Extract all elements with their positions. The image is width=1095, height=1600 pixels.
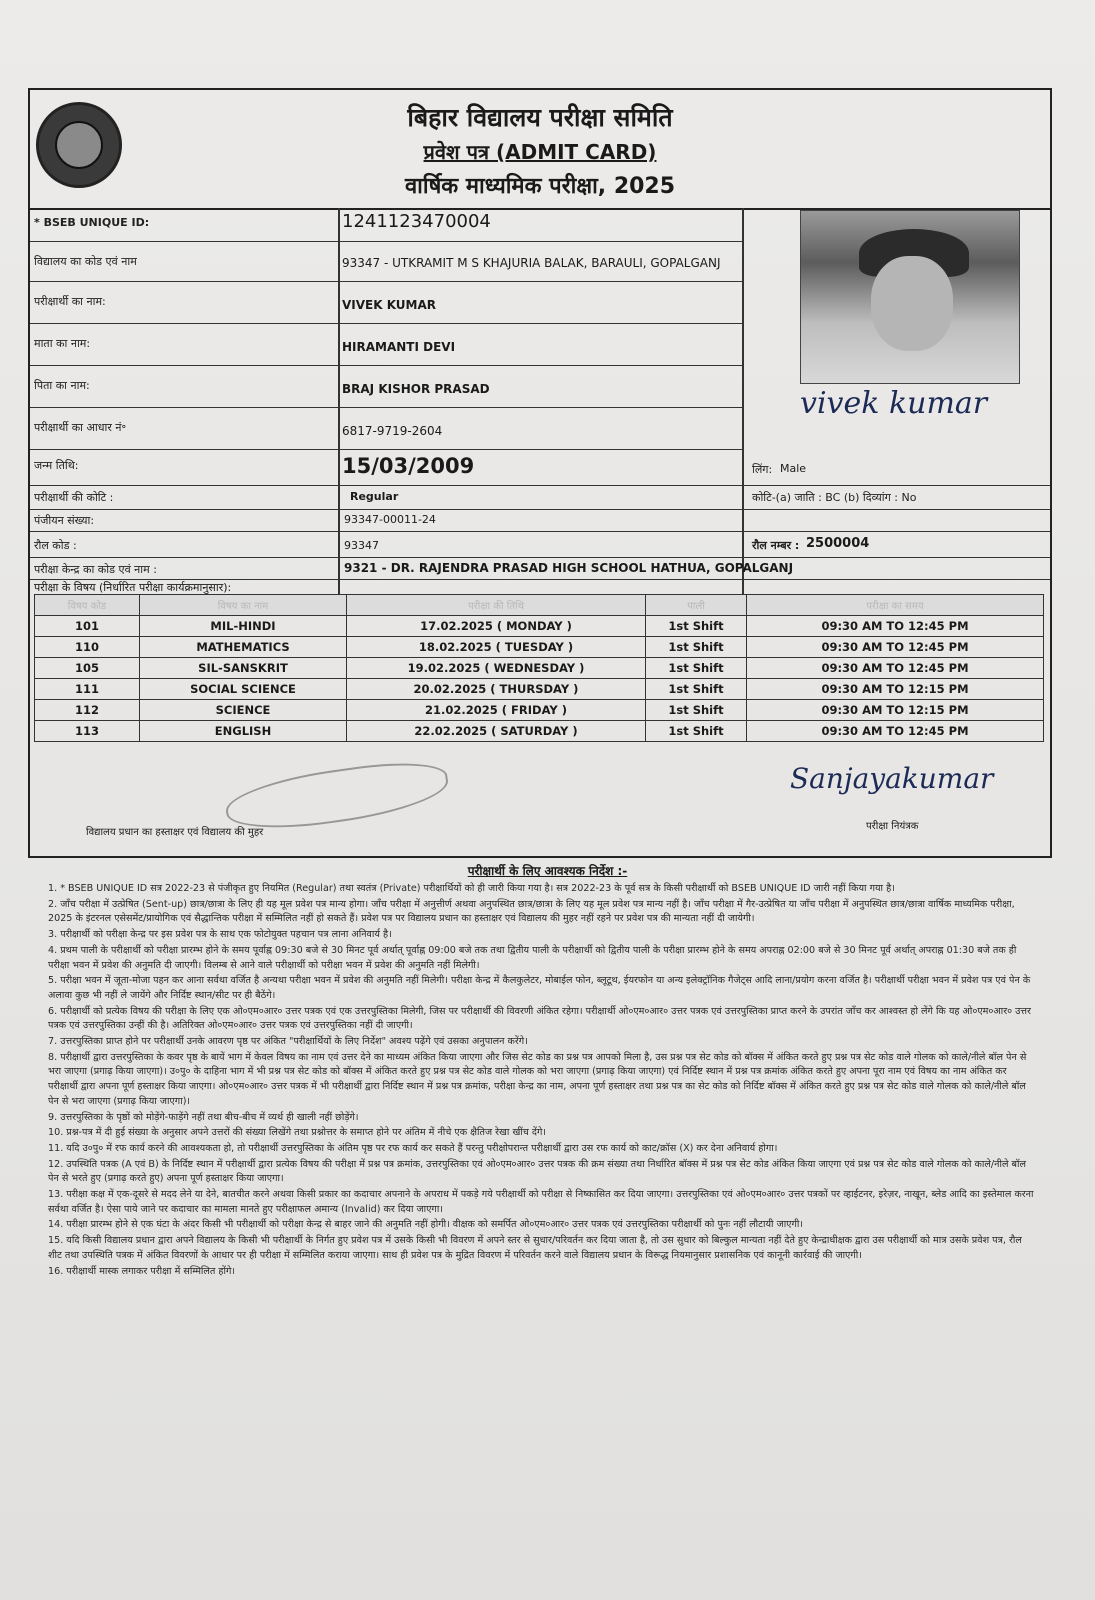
centre-value: 9321 - DR. RAJENDRA PRASAD HIGH SCHOOL HATHUA, GOPALGANJ: [344, 561, 794, 575]
exam-time: 09:30 AM TO 12:45 PM: [747, 721, 1044, 742]
instruction-item: 3. परीक्षार्थी को परीक्षा केन्द्र पर इस प्रवेश पत्र के साथ एक फोटोयुक्त पहचान पत्र लाना अनिवार्य है।: [48, 929, 392, 941]
col-header-date: परीक्षा की तिथि: [347, 595, 646, 616]
roll-number-label: रौल नम्बर :: [752, 539, 800, 552]
instruction-item: 5. परीक्षा भवन में जूता-मोजा पहन कर आना सर्वथा वर्जित है अन्यथा परीक्षा भवन में प्रवेश की अनुमति नहीं मिलेगी। परीक्षा केन्द्र में कैलकुलेटर, मोबाईल फोन, ब्लूटूथ, ईयरफोन या अन्य इलेक्ट्रॉनिक गैजेट्स आदि लाना/प्रयोग करना वर्जित है। परीक्षार्थी परीक्षा भवन में प्रवेश पत्र एवं पेन के अलावा कुछ भी नहीं ले जायेंगे और निर्दिष्ट स्थान/सीट पर ही बैठेंगे।: [48, 975, 1031, 1001]
exam-time: 09:30 AM TO 12:45 PM: [747, 637, 1044, 658]
registration-value: 93347-00011-24: [344, 513, 436, 526]
father-name-value: BRAJ KISHOR PRASAD: [342, 382, 490, 396]
subject-code: 105: [35, 658, 140, 679]
row-category: [30, 486, 1050, 510]
row-unique-id: [30, 208, 742, 242]
school-value: 93347 - UTKRAMIT M S KHAJURIA BALAK, BARAULI, GOPALGANJ: [342, 256, 721, 270]
roll-code-value: 93347: [344, 539, 379, 552]
registration-label: पंजीयन संख्या:: [34, 514, 95, 527]
instructions-list: [48, 882, 1038, 1280]
instruction-item: 2. जाँच परीक्षा में उत्प्रेषित (Sent-up) छात्र/छात्रा के लिए ही यह मूल प्रवेश पत्र मान्य होगा। जाँच परीक्षा में अनुत्तीर्ण अथवा अनुपस्थित छात्र/छात्रा के लिए यह मूल प्रवेश पत्र मान्य नहीं है। जाँच परीक्षा में गैर-उत्प्रेषित या जाँच परीक्षा में अनुपस्थित छात्र/छात्रा वार्षिक माध्यमिक परीक्षा, 2025 के इंटरनल एसेसमेंट/प्रायोगिक एवं सैद्धान्तिक परीक्षा में सम्मिलित नहीं हो सकते हैं। प्रवेश पत्र पर विद्यालय प्रधान का हस्ताक्षर एवं विद्यालय की मुहर नहीं रहने पर प्रवेश पत्र की मान्यता नहीं दी जायेगी।: [48, 898, 1015, 925]
subject-code: 111: [35, 679, 140, 700]
exam-date: 19.02.2025 ( WEDNESDAY ): [347, 658, 646, 679]
instruction-item: 10. प्रश्न-पत्र में दी हुई संख्या के अनुसार अपने उत्तरों की संख्या लिखेंगे तथा प्रश्नोत्तर के समाप्त होने पर अंतिम में नीचे एक क्षैतिज रेखा खींच देंगे।: [48, 1127, 547, 1139]
table-row: [35, 721, 1044, 742]
board-name: बिहार विद्यालय परीक्षा समिति: [407, 103, 673, 132]
student-photo: [800, 210, 1020, 384]
table-row: [35, 658, 1044, 679]
row-roll: [30, 532, 1050, 558]
exam-time: 09:30 AM TO 12:45 PM: [747, 616, 1044, 637]
row-student-name: [30, 282, 742, 324]
card-title: प्रवेश पत्र (ADMIT CARD): [423, 140, 657, 164]
row-aadhaar: [30, 408, 742, 450]
controller-label: परीक्षा नियंत्रक: [866, 821, 919, 832]
subject-name: SOCIAL SCIENCE: [140, 679, 347, 700]
instruction-item: 4. प्रथम पाली के परीक्षार्थी को परीक्षा प्रारम्भ होने के समय पूर्वाह्न 09:30 बजे से 30 मिनट पूर्व अर्थात् पूर्वाह्न 09:00 बजे तक तथा द्वितीय पाली के परीक्षार्थी को द्वितीय पाली के परीक्षा प्रारम्भ होने के समय अपराह्न 02:00 बजे से 30 मिनट पूर्व अर्थात् अपराह्न 01:30 बजे तक ही परीक्षा भवन में प्रवेश की अनुमति दी जाएगी। विलम्ब से आने वाले परीक्षार्थी को परीक्षा भवन में प्रवेश की अनुमति नहीं मिलेगी।: [48, 944, 1017, 971]
instruction-item: 9. उत्तरपुस्तिका के पृष्ठों को मोड़ेंगे-फाड़ेंगे नहीं तथा बीच-बीच में व्यर्थ ही खाली नहीं छोड़ेंगे।: [48, 1111, 359, 1123]
col-header-shift: पाली: [646, 595, 747, 616]
mother-name-value: HIRAMANTI DEVI: [342, 340, 456, 354]
subject-code: 112: [35, 700, 140, 721]
controller-signature: Sanjayakumar: [790, 762, 994, 795]
row-school: [30, 242, 742, 282]
row-centre: [30, 558, 1050, 580]
exam-date: 22.02.2025 ( SATURDAY ): [347, 721, 646, 742]
exam-shift: 1st Shift: [646, 721, 747, 742]
dob-value: 15/03/2009: [342, 454, 475, 478]
instruction-item: 7. उत्तरपुस्तिका प्राप्त होने पर परीक्षार्थी उनके आवरण पृष्ठ पर अंकित "परीक्षार्थियों के लिए निर्देश" अवश्य पढ़ेंगे एवं उसका अनुपालन करेंगे।: [48, 1036, 528, 1048]
exam-time: 09:30 AM TO 12:15 PM: [747, 700, 1044, 721]
row-dob: [30, 450, 1050, 486]
subject-code: 110: [35, 637, 140, 658]
gender-value: Male: [780, 462, 807, 475]
instruction-item: 12. उपस्थिति पत्रक (A एवं B) के निर्दिष्ट स्थान में परीक्षार्थी द्वारा प्रत्येक विषय की परीक्षा में प्रश्न पत्र क्रमांक, उत्तरपुस्तिका एवं ओ०एम०आर० उत्तर पत्रक की क्रम संख्या तथा निर्धारित बॉक्स में प्रश्न पत्र सेट कोड अंकित किया जाएगा एवं प्रश्न पत्र सेट कोड वाले गोलक को काले/नीले बॉल पेन से भरते हुए (प्रगाढ़ करते हुए) अपना पूर्ण हस्ताक्षर किया जाएगा।: [48, 1158, 1026, 1185]
aadhaar-value: 6817-9719-2604: [342, 424, 443, 438]
exam-shift: 1st Shift: [646, 637, 747, 658]
exam-shift: 1st Shift: [646, 700, 747, 721]
caste-text: कोटि-(a) जाति : BC (b) दिव्यांग : No: [752, 491, 917, 504]
subject-name: MATHEMATICS: [140, 637, 347, 658]
father-name-label: पिता का नाम:: [34, 379, 90, 392]
exam-date: 20.02.2025 ( THURSDAY ): [347, 679, 646, 700]
table-row: [35, 700, 1044, 721]
unique-id-value: 1241123470004: [342, 211, 491, 232]
instruction-item: 13. परीक्षा कक्ष में एक-दूसरे से मदद लेने या देने, बातचीत करने अथवा किसी प्रकार का कदाचार अपनाने के अपराध में पकड़े गये परीक्षार्थी को परीक्षा से निष्कासित कर दिया जाएगा। उत्तरपुस्तिका एवं ओ०एम०आर० उत्तर पत्रकों पर व्हाईटनर, इरेज़र, नाखून, ब्लेड आदि का इस्तेमाल करना सर्वथा वर्जित है। ऐसा पाये जाने पर कदाचार का मामला मानते हुए परीक्षाफल अमान्य (Invalid) कर दिया जाएगा।: [48, 1189, 1034, 1215]
roll-code-label: रौल कोड :: [34, 539, 77, 552]
gender-label: लिंग:: [752, 463, 773, 476]
admit-card: [28, 88, 1052, 858]
roll-number-value: 2500004: [806, 536, 870, 551]
row-registration: [30, 510, 1050, 532]
subject-name: ENGLISH: [140, 721, 347, 742]
student-signature: vivek kumar: [800, 386, 988, 421]
exam-date: 18.02.2025 ( TUESDAY ): [347, 637, 646, 658]
category-label: परीक्षार्थी की कोटि :: [34, 491, 114, 504]
exam-title: वार्षिक माध्यमिक परीक्षा, 2025: [404, 174, 676, 199]
unique-id-label: * BSEB UNIQUE ID:: [34, 216, 150, 229]
row-father-name: [30, 366, 742, 408]
exam-time: 09:30 AM TO 12:15 PM: [747, 679, 1044, 700]
instruction-item: 16. परीक्षार्थी मास्क लगाकर परीक्षा में सम्मिलित होंगे।: [48, 1265, 236, 1277]
instruction-item: 11. यदि उ०पु० में रफ कार्य करने की आवश्यकता हो, तो परीक्षार्थी उत्तरपुस्तिका के अंतिम पृष्ठ पर रफ कार्य कर सकते हैं परन्तु परीक्षोपरान्त परीक्षार्थी द्वारा उस रफ कार्य को काट/क्रॉस (X) कर देना अनिवार्य होगा।: [48, 1142, 778, 1154]
exam-shift: 1st Shift: [646, 679, 747, 700]
exam-date: 21.02.2025 ( FRIDAY ): [347, 700, 646, 721]
student-name-label: परीक्षार्थी का नाम:: [34, 295, 106, 308]
head-sign-label: विद्यालय प्रधान का हस्ताक्षर एवं विद्यालय की मुहर: [86, 827, 264, 838]
instruction-item: 6. परीक्षार्थी को प्रत्येक विषय की परीक्षा के लिए एक ओ०एम०आर० उत्तर पत्रक एवं एक उत्तरपुस्तिका मिलेगी, जिस पर परीक्षार्थी की विवरणी अंकित रहेगा। परीक्षार्थी ओ०एम०आर० उत्तर पत्रक एवं उत्तरपुस्तिका प्राप्त करने के उपरांत जाँच कर आश्वस्त हो लेंगे कि यह ओ०एम०आर० उत्तर पत्रक एवं उत्तरपुस्तिका उन्हीं की है। अतिरिक्त ओ०एम०आर० उत्तर पत्रक एवं उत्तरपुस्तिका नहीं दी जाएगी।: [48, 1005, 1031, 1032]
table-header-row: [35, 595, 1044, 616]
table-row: [35, 616, 1044, 637]
instructions-title: परीक्षार्थी के लिए आवश्यक निर्देश :-: [467, 864, 628, 878]
subject-code: 101: [35, 616, 140, 637]
exam-date: 17.02.2025 ( MONDAY ): [347, 616, 646, 637]
dob-label: जन्म तिथि:: [34, 459, 79, 472]
table-row: [35, 637, 1044, 658]
subject-name: SIL-SANSKRIT: [140, 658, 347, 679]
instruction-item: 14. परीक्षा प्रारम्भ होने से एक घंटा के अंदर किसी भी परीक्षार्थी को परीक्षा केन्द्र से बाहर जाने की अनुमति नहीं होगी। वीक्षक को समर्पित ओ०एम०आर० उत्तर पत्रक एवं उत्तरपुस्तिका परीक्षार्थी को पुनः नहीं लौटायी जाएगी।: [48, 1219, 804, 1231]
table-row: [35, 679, 1044, 700]
mother-name-label: माता का नाम:: [34, 337, 91, 350]
exam-time: 09:30 AM TO 12:45 PM: [747, 658, 1044, 679]
col-header-subject: विषय का नाम: [140, 595, 347, 616]
col-header-code: विषय कोड: [35, 595, 140, 616]
instruction-item: 15. यदि किसी विद्यालय प्रधान द्वारा अपने विद्यालय के किसी भी परीक्षार्थी के निर्गत हुए प्रवेश पत्र में उसके किसी भी विवरण में अपने स्तर से सुधार/परिवर्तन कर दिया जाता है, तो उस सुधार को बिल्कुल मान्यता नहीं देते हुए केन्द्राधीक्षक द्वारा उस परीक्षार्थी को मात्र उसके प्रवेश पत्र, रौल शीट तथा उपस्थिति पत्रक में अंकित विवरणों के आधार पर ही परीक्षा में सम्मिलित कराया जाएगा। साथ ही प्रवेश पत्र के मुद्रित विवरण में परिवर्तन करने वाले विद्यालय प्रधान के विरूद्ध नियमानुसार प्रशासनिक एवं कानूनी कार्रवाई की जाएगी।: [48, 1235, 1022, 1261]
row-mother-name: [30, 324, 742, 366]
aadhaar-label: परीक्षार्थी का आधार नं॰: [34, 421, 127, 434]
subject-code: 113: [35, 721, 140, 742]
subjects-label: परीक्षा के विषय (निर्धारित परीक्षा कार्यक्रमानुसार):: [34, 581, 232, 594]
card-header: [30, 90, 1050, 210]
category-value: Regular: [350, 490, 399, 503]
exam-schedule-table: [34, 594, 1044, 742]
col-header-time: परीक्षा का समय: [747, 595, 1044, 616]
instruction-item: 1. * BSEB UNIQUE ID सत्र 2022-23 से पंजीकृत हुए नियमित (Regular) तथा स्वतंत्र (Private) परीक्षार्थियों को ही जारी किया गया है। सत्र 2022-23 के पूर्व सत्र के किसी परीक्षार्थी को BSEB UNIQUE ID जारी नहीं किया गया है।: [48, 883, 895, 894]
exam-shift: 1st Shift: [646, 616, 747, 637]
subject-name: MIL-HINDI: [140, 616, 347, 637]
centre-label: परीक्षा केन्द्र का कोड एवं नाम :: [34, 563, 157, 576]
instruction-item: 8. परीक्षार्थी द्वारा उत्तरपुस्तिका के कवर पृष्ठ के बायें भाग में केवल विषय का नाम एवं उत्तर देने का माध्यम अंकित किया जाएगा और जिस सेट कोड का प्रश्न पत्र आपको मिला है, उस प्रश्न पत्र सेट कोड को बॉक्स में अंकित करते हुए प्रश्न पत्र सेट कोड वाले गोलक को काले/नीले बॉल पेन से भरा जाएगा (प्रगाढ़ किया जाएगा)। उ०पु० के दाहिना भाग में भी प्रश्न पत्र सेट कोड को बॉक्स में अंकित करते हुए प्रश्न पत्र सेट कोड वाले गोलक को भरा जाएगा (प्रगाढ़ किया जाएगा) एवं निर्दिष्ट स्थान में प्रश्न पत्र क्रमांक अंकित करते हुए अपना पूरा नाम एवं विषय का नाम अंकित कर परीक्षार्थी द्वारा अपना पूर्ण हस्ताक्षर किया जाएगा। ओ०एम०आर० उत्तर पत्रक में भी परीक्षार्थी द्वारा निर्दिष्ट स्थान में प्रश्न पत्र क्रमांक, परीक्षा केन्द्र का नाम, अपना पूर्ण हस्ताक्षर तथा प्रश्न पत्र का सेट कोड को निर्दिष्ट बॉक्स में अंकित करते हुए प्रश्न पत्र सेट कोड वाले गोलक को काले/नीले बॉल पेन से भरा जाएगा (प्रगाढ़ किया जाएगा)।: [48, 1051, 1027, 1107]
exam-shift: 1st Shift: [646, 658, 747, 679]
school-label: विद्यालय का कोड एवं नाम: [34, 255, 137, 268]
subject-name: SCIENCE: [140, 700, 347, 721]
student-name-value: VIVEK KUMAR: [342, 298, 437, 312]
